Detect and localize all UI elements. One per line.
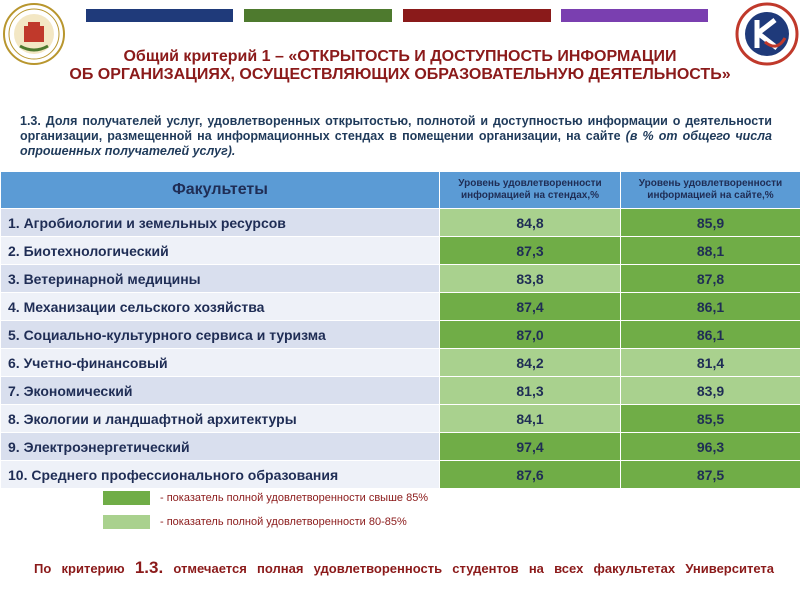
table-row: [1, 377, 800, 405]
table-row: [1, 461, 800, 489]
stands-value: 87,4: [440, 293, 621, 321]
stands-value: 97,4: [440, 433, 621, 461]
site-value: 85,9: [621, 209, 800, 237]
table-row: [1, 265, 800, 293]
faculty-name: 2. Биотехнологический: [1, 237, 440, 265]
criterion-description: [20, 114, 772, 159]
conclusion-after: отмечается полная удовлетворенность студентов на всех факультетах Университета: [163, 561, 774, 576]
faculty-name: 5. Социально-культурного сервиса и туризма: [1, 321, 440, 349]
faculty-name: 1. Агробиологии и земельных ресурсов: [1, 209, 440, 237]
header-bar-blue: [86, 9, 233, 22]
stands-value: 83,8: [440, 265, 621, 293]
stands-value: 84,1: [440, 405, 621, 433]
table-row: [1, 405, 800, 433]
table-row: [1, 349, 800, 377]
site-value: 81,4: [621, 349, 800, 377]
faculty-name: 9. Электроэнергетический: [1, 433, 440, 461]
site-value: 86,1: [621, 321, 800, 349]
header-bar-purple: [561, 9, 708, 22]
table-row: [1, 209, 800, 237]
site-value: 83,9: [621, 377, 800, 405]
faculty-name: 4. Механизации сельского хозяйства: [1, 293, 440, 321]
table-row: [1, 237, 800, 265]
site-value: 96,3: [621, 433, 800, 461]
legend-swatch-mid: [103, 515, 150, 529]
site-value: 85,5: [621, 405, 800, 433]
conclusion-criterion: 1.3.: [134, 558, 164, 577]
faculty-name: 10. Среднего профессионального образования: [1, 461, 440, 489]
faculty-name: 8. Экологии и ландшафтной архитектуры: [1, 405, 440, 433]
table-row: [1, 321, 800, 349]
stands-value: 84,2: [440, 349, 621, 377]
header-stands: Уровень удовлетворенности информацией на стендах,%: [440, 172, 621, 209]
stands-value: 87,0: [440, 321, 621, 349]
site-value: 87,5: [621, 461, 800, 489]
page-title-line-2: ОБ ОРГАНИЗАЦИЯХ, ОСУЩЕСТВЛЯЮЩИХ ОБРАЗОВАТЕЛЬНУЮ ДЕЯТЕЛЬНОСТЬ»: [69, 66, 731, 83]
conclusion-text: [34, 558, 774, 578]
header-bar-green: [244, 9, 392, 22]
faculty-name: 3. Ветеринарной медицины: [1, 265, 440, 293]
satisfaction-table: [0, 171, 800, 489]
criterion-note: (в % от общего числа опрошенных получателей услуг).: [20, 129, 772, 158]
table-row: [1, 433, 800, 461]
stands-value: 84,8: [440, 209, 621, 237]
site-value: 87,8: [621, 265, 800, 293]
faculty-name: 7. Экономический: [1, 377, 440, 405]
page-title-line-1: Общий критерий 1 – «ОТКРЫТОСТЬ И ДОСТУПНОСТЬ ИНФОРМАЦИИ: [123, 48, 677, 65]
faculty-name: 6. Учетно-финансовый: [1, 349, 440, 377]
header-faculty: Факультеты: [1, 172, 440, 209]
stands-value: 81,3: [440, 377, 621, 405]
header-site: Уровень удовлетворенности информацией на сайте,%: [621, 172, 800, 209]
site-value: 86,1: [621, 293, 800, 321]
table-row: [1, 293, 800, 321]
conclusion-before: По критерию: [34, 561, 135, 576]
legend-text-mid: - показатель полной удовлетворенности 80-85%: [160, 516, 407, 528]
criterion-text: 1.3. Доля получателей услуг, удовлетворенных открытостью, полнотой и доступностью информации о деятельности организации, размещенной на информационных стендах в помещении организации, на сайте: [20, 114, 772, 143]
stands-value: 87,6: [440, 461, 621, 489]
header-bar-red: [403, 9, 551, 22]
stands-value: 87,3: [440, 237, 621, 265]
legend-text-high: - показатель полной удовлетворенности свыше 85%: [160, 492, 429, 504]
legend-swatch-high: [103, 491, 150, 505]
site-value: 88,1: [621, 237, 800, 265]
